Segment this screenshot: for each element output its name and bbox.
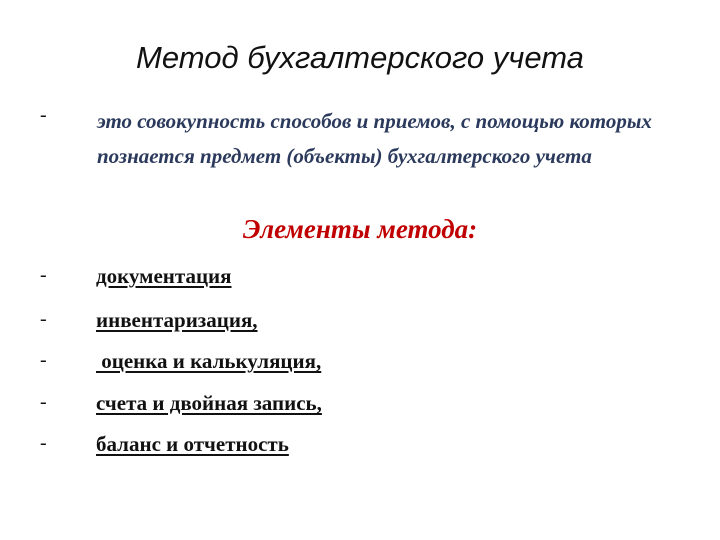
element-balance-reporting: баланс и отчетность <box>96 432 289 456</box>
element-documentation: документация <box>96 264 232 288</box>
definition-text: это совокупность способов и приемов, с помощью которых познается предмет (объекты) бухгалтерского учета <box>97 109 652 168</box>
slide-title: Метод бухгалтерского учета <box>136 40 584 75</box>
element-bullet: - <box>40 349 47 371</box>
element-bullet: - <box>40 391 47 413</box>
elements-heading: Элементы метода: <box>242 214 478 244</box>
element-accounts-double-entry: счета и двойная запись, <box>96 391 322 415</box>
element-bullet: - <box>40 264 47 286</box>
element-valuation-costing: оценка и калькуляция, <box>96 349 322 373</box>
element-bullet: - <box>40 432 47 454</box>
element-bullet: - <box>40 308 47 330</box>
definition-bullet: - <box>40 104 47 126</box>
element-inventory: инвентаризация, <box>96 308 258 332</box>
